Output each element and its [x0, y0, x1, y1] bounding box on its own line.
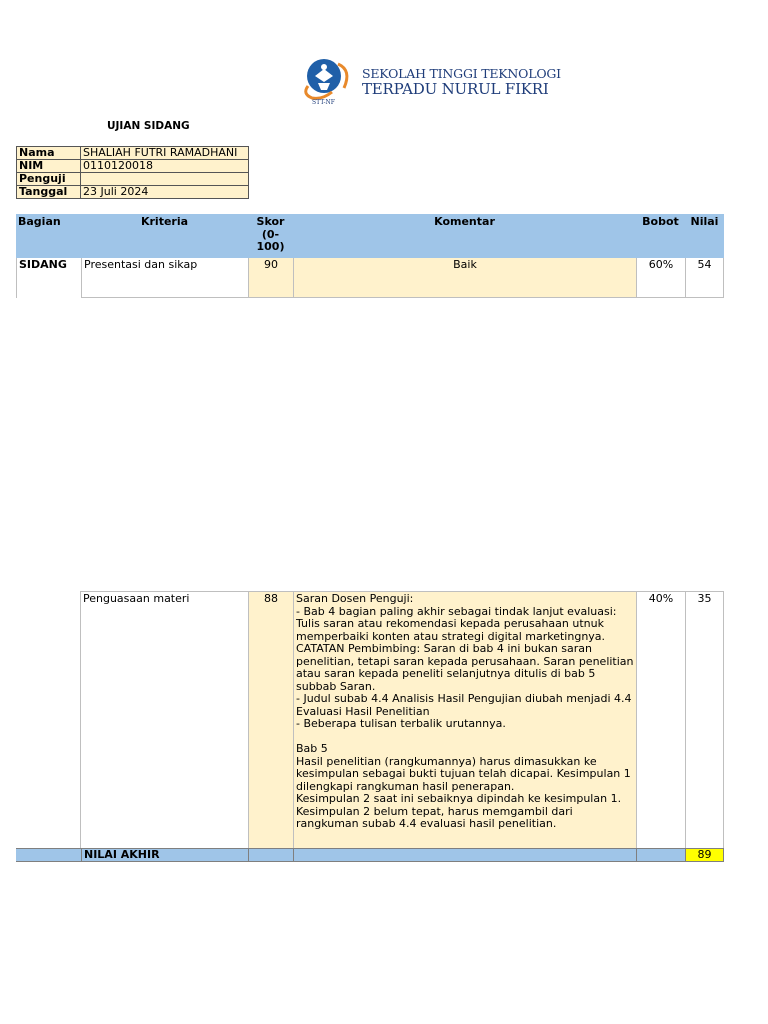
final-skor-empty [248, 848, 293, 862]
row2-bagian [16, 591, 81, 848]
header-kriteria: Kriteria [81, 214, 248, 258]
row2-nilai: 35 [685, 591, 724, 848]
logo-line-1: SEKOLAH TINGGI TEKNOLOGI [362, 66, 561, 81]
logo-line-2: TERPADU NURUL FIKRI [362, 80, 549, 98]
student-info-table [16, 146, 249, 199]
info-value: 23 Juli 2024 [81, 186, 249, 199]
row1-nilai: 54 [685, 258, 724, 298]
logo-subtitle: STT-NF [312, 99, 335, 106]
final-komentar-empty [293, 848, 636, 862]
final-label: NILAI AKHIR [81, 848, 248, 862]
row2-kriteria: Penguasaan materi [80, 591, 248, 848]
header-nilai: Nilai [685, 214, 724, 258]
final-value: 89 [685, 849, 724, 861]
info-row-nama [17, 147, 249, 160]
institution-logo [298, 56, 561, 110]
header-bobot: Bobot [636, 214, 685, 258]
row2-bobot: 40% [636, 591, 685, 848]
final-bobot-empty [636, 848, 685, 862]
row1-skor: 90 [248, 258, 293, 298]
row1-bagian: SIDANG [16, 258, 81, 298]
header-skor: Skor (0- 100) [248, 214, 293, 258]
row1-komentar: Baik [293, 258, 636, 298]
info-label: NIM [17, 160, 81, 173]
header-komentar: Komentar [293, 214, 636, 258]
row1-bobot: 60% [636, 258, 685, 298]
info-label: Tanggal [17, 186, 81, 199]
document-title: UJIAN SIDANG [107, 120, 190, 132]
info-label: Nama [17, 147, 81, 160]
info-row-tanggal [17, 186, 249, 199]
row1-kriteria: Presentasi dan sikap [81, 258, 248, 298]
info-value: 0110120018 [81, 160, 249, 173]
row2-skor: 88 [248, 591, 293, 848]
info-row-nim [17, 160, 249, 173]
row2-komentar: Saran Dosen Penguji: - Bab 4 bagian paling akhir sebagai tindak lanjut evaluasi: Tulis saran atau rekomendasi kepada perusahaan utnuk memperbaiki konten atau strategi digital marketingnya. CATATAN Pembimbing: Saran di bab 4 ini bukan saran penelitian, tetapi saran kepada perusahaan. Saran penelitian atau saran kepada peneliti selanjutnya ditulis di bab 5 subbab Saran. - Judul subab 4.4 Analisis Hasil Pengujian diubah menjadi 4.4 Evaluasi Hasil Penelitian - Beberapa tulisan terbalik urutannya. Bab 5 Hasil penelitian (rangkumannya) harus dimasukkan ke kesimpulan sebagai bukti tujuan telah dicapai. Kesimpulan 1 dilengkapi rangkuman hasil penerapan. Kesimpulan 2 saat ini sebaiknya dipindah ke kesimpulan 1. Kesimpulan 2 belum tepat, harus memgambil dari rangkuman subab 4.4 evaluasi hasil penelitian. [293, 591, 636, 848]
info-label: Penguji [17, 173, 81, 186]
info-row-penguji [17, 173, 249, 186]
header-bagian: Bagian [16, 214, 81, 258]
info-value [81, 173, 249, 186]
row1-bottom-border [81, 297, 724, 298]
info-value: SHALIAH FUTRI RAMADHANI [81, 147, 249, 160]
